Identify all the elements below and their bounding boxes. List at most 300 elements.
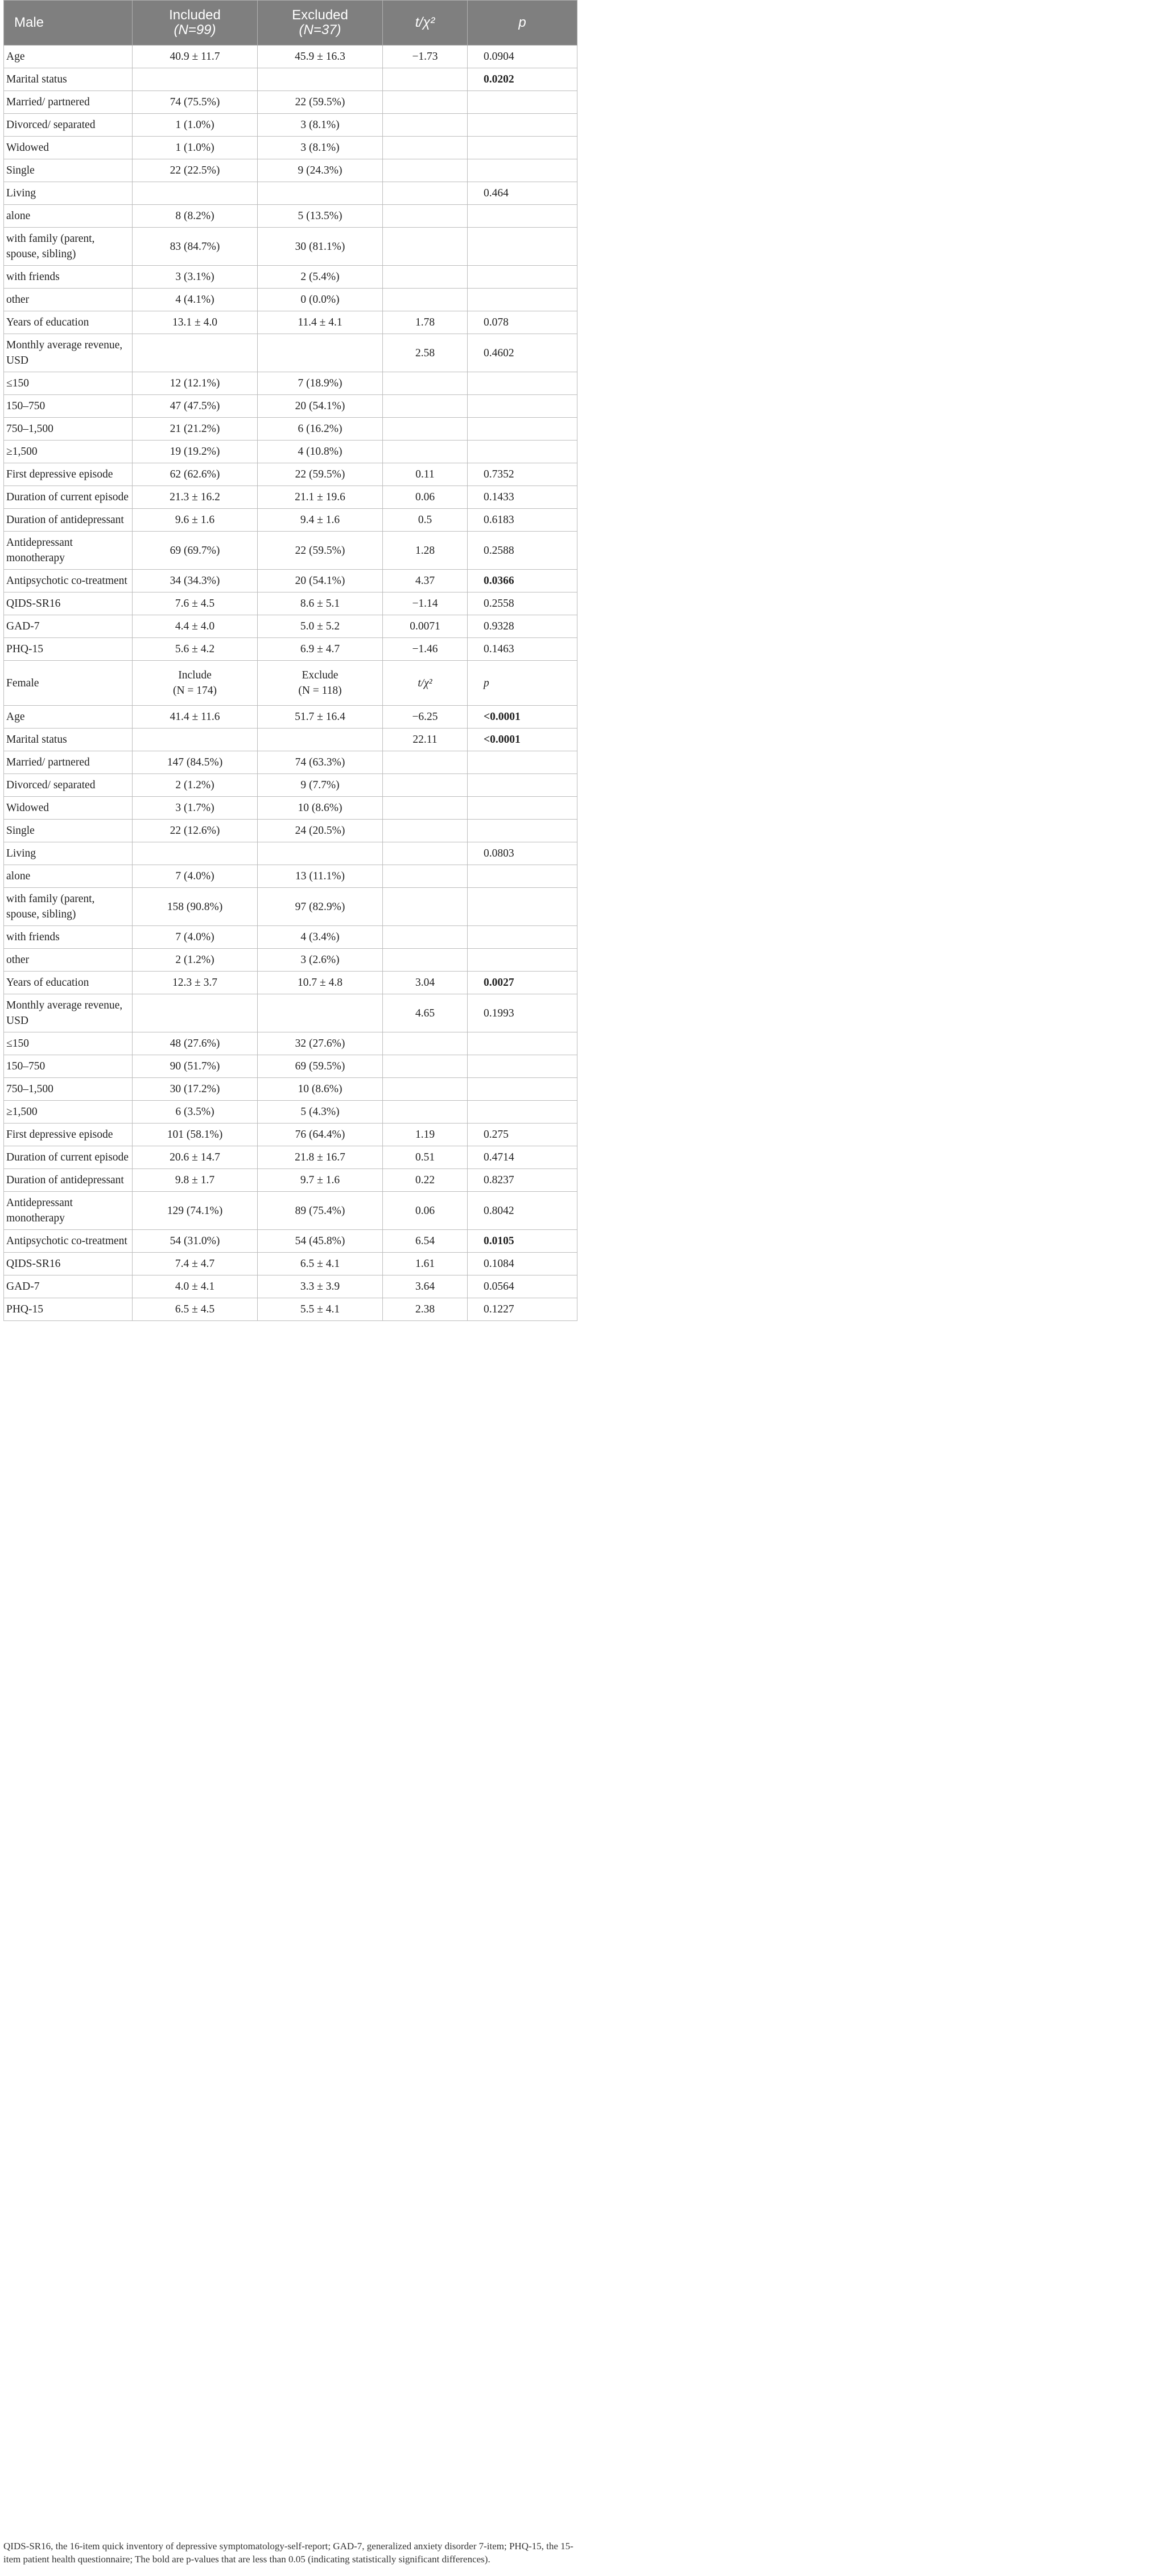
included-value: 7.4 ± 4.7 [133,1253,258,1275]
p-value [468,137,577,159]
excluded-value: 6.5 ± 4.1 [258,1253,383,1275]
statistic-value: 3.64 [383,1275,468,1298]
statistic-value [383,91,468,114]
p-value [468,949,577,972]
p-value [468,926,577,949]
row-label: PHQ-15 [4,638,133,661]
row-label: First depressive episode [4,1124,133,1146]
excluded-value: 20 (54.1%) [258,570,383,592]
excluded-value: 3 (2.6%) [258,949,383,972]
p-value [468,751,577,774]
row-label: Marital status [4,68,133,91]
table-row [4,509,577,532]
included-value: 3 (3.1%) [133,266,258,289]
statistic-value [383,68,468,91]
included-value: 8 (8.2%) [133,205,258,228]
included-value [133,68,258,91]
p-value: 0.4602 [468,334,577,372]
header-included [133,1,258,46]
p-value [468,228,577,266]
p-value [468,774,577,797]
table-row [4,751,577,774]
excluded-value: 76 (64.4%) [258,1124,383,1146]
included-value: 20.6 ± 14.7 [133,1146,258,1169]
statistic-value: 0.22 [383,1169,468,1192]
p-value [468,91,577,114]
included-value: 147 (84.5%) [133,751,258,774]
statistic-value: −1.46 [383,638,468,661]
included-value [133,182,258,205]
header-excluded-n: (N=37) [299,22,341,38]
row-label: Monthly average revenue, USD [4,334,133,372]
included-value: 2 (1.2%) [133,774,258,797]
excluded-value: 3.3 ± 3.9 [258,1275,383,1298]
p-value: 0.0027 [468,972,577,994]
statistic-value [383,842,468,865]
excluded-value: 21.1 ± 19.6 [258,486,383,509]
statistic-value [383,797,468,820]
female-section [4,706,577,1321]
table-row [4,334,577,372]
male-section [4,46,577,661]
statistic-value [383,137,468,159]
included-value: 4.4 ± 4.0 [133,615,258,638]
excluded-value: 9.4 ± 1.6 [258,509,383,532]
included-value: 19 (19.2%) [133,441,258,463]
included-value: 13.1 ± 4.0 [133,311,258,334]
p-value: 0.1463 [468,638,577,661]
row-label: GAD-7 [4,1275,133,1298]
statistic-value [383,865,468,888]
row-label: 750–1,500 [4,1078,133,1101]
row-label: Age [4,46,133,68]
demographics-table [3,0,577,1321]
excluded-value: 13 (11.1%) [258,865,383,888]
included-value: 47 (47.5%) [133,395,258,418]
table-row [4,1169,577,1192]
row-label: Duration of antidepressant [4,509,133,532]
header-p-value: p [468,1,577,46]
statistic-value [383,418,468,441]
row-label: Living [4,182,133,205]
table-row [4,1298,577,1321]
included-value: 22 (12.6%) [133,820,258,842]
statistic-value: 1.19 [383,1124,468,1146]
statistic-value [383,182,468,205]
statistic-value [383,820,468,842]
excluded-value: 5 (13.5%) [258,205,383,228]
row-label: Living [4,842,133,865]
included-value [133,334,258,372]
included-value: 69 (69.7%) [133,532,258,570]
table-row [4,182,577,205]
table-row [4,1230,577,1253]
table-row [4,1146,577,1169]
excluded-value: 21.8 ± 16.7 [258,1146,383,1169]
table-row [4,91,577,114]
statistic-value [383,926,468,949]
table-row [4,1032,577,1055]
row-label: Duration of current episode [4,1146,133,1169]
row-label: Duration of current episode [4,486,133,509]
row-label: Widowed [4,797,133,820]
row-label: Divorced/ separated [4,774,133,797]
row-label: ≥1,500 [4,441,133,463]
table-row [4,592,577,615]
included-value: 12 (12.1%) [133,372,258,395]
included-value: 4.0 ± 4.1 [133,1275,258,1298]
included-value: 6.5 ± 4.5 [133,1298,258,1321]
p-value [468,266,577,289]
statistic-value [383,751,468,774]
table-row [4,1275,577,1298]
p-value [468,1078,577,1101]
included-value: 30 (17.2%) [133,1078,258,1101]
statistic-value: 0.0071 [383,615,468,638]
excluded-value: 30 (81.1%) [258,228,383,266]
table-row [4,205,577,228]
p-value [468,820,577,842]
p-value: 0.078 [468,311,577,334]
p-value: 0.0564 [468,1275,577,1298]
excluded-value: 9 (7.7%) [258,774,383,797]
included-value: 1 (1.0%) [133,114,258,137]
included-value: 7 (4.0%) [133,926,258,949]
excluded-value: 89 (75.4%) [258,1192,383,1230]
statistic-value [383,1055,468,1078]
row-label: 150–750 [4,1055,133,1078]
p-value [468,205,577,228]
table-row [4,137,577,159]
row-label: with friends [4,926,133,949]
included-value: 4 (4.1%) [133,289,258,311]
included-value: 62 (62.6%) [133,463,258,486]
statistic-value: 6.54 [383,1230,468,1253]
statistic-value [383,949,468,972]
row-label: QIDS-SR16 [4,1253,133,1275]
p-value: 0.1433 [468,486,577,509]
table-footnote: QIDS-SR16, the 16-item quick inventory of depressive symptomatology-self-report; GAD-7, generalized anxiety disorder 7-item; PHQ-15, the 15-item patient health questionnaire; The bold are p-values that are less than 0.05 (indicating statistically significant differences). [3,2541,573,2565]
included-value [133,842,258,865]
table-row [4,888,577,926]
excluded-value: 54 (45.8%) [258,1230,383,1253]
included-value: 74 (75.5%) [133,91,258,114]
row-label: Divorced/ separated [4,114,133,137]
row-label: ≤150 [4,372,133,395]
table-row [4,441,577,463]
excluded-value [258,68,383,91]
excluded-value: 3 (8.1%) [258,114,383,137]
row-label: ≤150 [4,1032,133,1055]
included-value: 3 (1.7%) [133,797,258,820]
excluded-value: 74 (63.3%) [258,751,383,774]
row-label: Monthly average revenue, USD [4,994,133,1032]
p-value: 0.275 [468,1124,577,1146]
row-label: 150–750 [4,395,133,418]
excluded-value: 2 (5.4%) [258,266,383,289]
table-header-row [4,1,577,46]
header-excluded [258,1,383,46]
row-label: GAD-7 [4,615,133,638]
statistic-value [383,228,468,266]
p-value [468,888,577,926]
excluded-value: 9.7 ± 1.6 [258,1169,383,1192]
female-label: Female [4,661,133,706]
included-value: 101 (58.1%) [133,1124,258,1146]
excluded-value [258,182,383,205]
statistic-value [383,289,468,311]
excluded-value: 4 (3.4%) [258,926,383,949]
header-male: Male [4,1,133,46]
p-value [468,865,577,888]
p-value: 0.7352 [468,463,577,486]
statistic-value [383,395,468,418]
table-row [4,486,577,509]
p-value: 0.0105 [468,1230,577,1253]
p-value: 0.464 [468,182,577,205]
p-value [468,797,577,820]
excluded-value: 45.9 ± 16.3 [258,46,383,68]
excluded-value: 97 (82.9%) [258,888,383,926]
female-exclude-label: Exclude [302,669,339,681]
excluded-value: 3 (8.1%) [258,137,383,159]
excluded-value: 7 (18.9%) [258,372,383,395]
included-value: 41.4 ± 11.6 [133,706,258,729]
included-value: 90 (51.7%) [133,1055,258,1078]
table-row [4,266,577,289]
p-value [468,114,577,137]
table-row [4,729,577,751]
excluded-value: 24 (20.5%) [258,820,383,842]
p-value: 0.1227 [468,1298,577,1321]
row-label: Married/ partnered [4,751,133,774]
statistic-value [383,372,468,395]
table-row [4,395,577,418]
excluded-value: 22 (59.5%) [258,532,383,570]
p-value: 0.0202 [468,68,577,91]
row-label: alone [4,205,133,228]
row-label: QIDS-SR16 [4,592,133,615]
table-row [4,372,577,395]
table-row [4,1078,577,1101]
p-value: 0.2588 [468,532,577,570]
table-row [4,820,577,842]
excluded-value: 51.7 ± 16.4 [258,706,383,729]
included-value: 9.6 ± 1.6 [133,509,258,532]
excluded-value: 69 (59.5%) [258,1055,383,1078]
statistic-value: 2.58 [383,334,468,372]
excluded-value [258,842,383,865]
excluded-value: 20 (54.1%) [258,395,383,418]
female-include-header [133,661,258,706]
statistic-value: 4.37 [383,570,468,592]
p-value [468,1101,577,1124]
table-row [4,638,577,661]
table-row [4,615,577,638]
statistic-value [383,888,468,926]
statistic-value [383,114,468,137]
excluded-value: 11.4 ± 4.1 [258,311,383,334]
table-row [4,289,577,311]
row-label: Antipsychotic co-treatment [4,1230,133,1253]
table-row [4,706,577,729]
p-value [468,159,577,182]
statistic-value [383,774,468,797]
row-label: other [4,949,133,972]
excluded-value [258,994,383,1032]
statistic-value: 0.51 [383,1146,468,1169]
p-value: 0.9328 [468,615,577,638]
female-header-row [4,661,577,706]
included-value: 40.9 ± 11.7 [133,46,258,68]
female-header-section [4,661,577,706]
statistic-value: 0.06 [383,1192,468,1230]
header-included-label: Included [169,7,221,23]
p-value [468,372,577,395]
row-label: Widowed [4,137,133,159]
p-value [468,441,577,463]
included-value: 129 (74.1%) [133,1192,258,1230]
table-row [4,774,577,797]
statistic-value: 22.11 [383,729,468,751]
header-statistic: t/χ² [383,1,468,46]
female-statistic-header: t/χ² [383,661,468,706]
excluded-value: 5.5 ± 4.1 [258,1298,383,1321]
included-value: 158 (90.8%) [133,888,258,926]
table-row [4,1055,577,1078]
p-value: 0.0366 [468,570,577,592]
female-include-n: (N = 174) [172,685,217,697]
included-value: 1 (1.0%) [133,137,258,159]
statistic-value [383,159,468,182]
included-value: 21.3 ± 16.2 [133,486,258,509]
included-value: 7.6 ± 4.5 [133,592,258,615]
excluded-value [258,729,383,751]
excluded-value: 22 (59.5%) [258,91,383,114]
statistic-value: 1.61 [383,1253,468,1275]
p-value [468,395,577,418]
row-label: Single [4,820,133,842]
statistic-value [383,1101,468,1124]
excluded-value: 6 (16.2%) [258,418,383,441]
statistic-value: 3.04 [383,972,468,994]
table-row [4,46,577,68]
statistic-value: 0.06 [383,486,468,509]
table-row [4,463,577,486]
table-row [4,1253,577,1275]
p-value [468,1032,577,1055]
p-value: <0.0001 [468,729,577,751]
p-value: 0.8237 [468,1169,577,1192]
included-value: 83 (84.7%) [133,228,258,266]
table-row [4,1192,577,1230]
statistic-value: 1.28 [383,532,468,570]
included-value: 21 (21.2%) [133,418,258,441]
row-label: Marital status [4,729,133,751]
table-container [3,0,577,1321]
p-value: 0.8042 [468,1192,577,1230]
statistic-value: 0.11 [383,463,468,486]
statistic-value: −6.25 [383,706,468,729]
included-value: 22 (22.5%) [133,159,258,182]
row-label: ≥1,500 [4,1101,133,1124]
row-label: Age [4,706,133,729]
header-excluded-label: Excluded [292,7,348,23]
p-value: 0.1993 [468,994,577,1032]
p-value [468,418,577,441]
table-row [4,926,577,949]
row-label: 750–1,500 [4,418,133,441]
included-value: 7 (4.0%) [133,865,258,888]
included-value: 9.8 ± 1.7 [133,1169,258,1192]
table-row [4,532,577,570]
row-label: Years of education [4,972,133,994]
excluded-value: 0 (0.0%) [258,289,383,311]
table-row [4,994,577,1032]
p-value: <0.0001 [468,706,577,729]
table-row [4,1101,577,1124]
row-label: with friends [4,266,133,289]
statistic-value [383,1078,468,1101]
excluded-value: 32 (27.6%) [258,1032,383,1055]
excluded-value: 8.6 ± 5.1 [258,592,383,615]
excluded-value: 6.9 ± 4.7 [258,638,383,661]
excluded-value: 5 (4.3%) [258,1101,383,1124]
excluded-value: 10 (8.6%) [258,1078,383,1101]
row-label: Duration of antidepressant [4,1169,133,1192]
included-value [133,729,258,751]
excluded-value: 5.0 ± 5.2 [258,615,383,638]
statistic-value [383,205,468,228]
excluded-value: 22 (59.5%) [258,463,383,486]
row-label: Antidepressant monotherapy [4,532,133,570]
included-value: 5.6 ± 4.2 [133,638,258,661]
table-row [4,949,577,972]
header-included-n: (N=99) [174,22,216,38]
statistic-value: 2.38 [383,1298,468,1321]
table-row [4,114,577,137]
table-row [4,228,577,266]
row-label: with family (parent, spouse, sibling) [4,228,133,266]
statistic-value: 0.5 [383,509,468,532]
p-value: 0.1084 [468,1253,577,1275]
included-value [133,994,258,1032]
included-value: 12.3 ± 3.7 [133,972,258,994]
included-value: 34 (34.3%) [133,570,258,592]
table-row [4,159,577,182]
statistic-value [383,441,468,463]
row-label: alone [4,865,133,888]
excluded-value: 9 (24.3%) [258,159,383,182]
row-label: Antidepressant monotherapy [4,1192,133,1230]
statistic-value [383,1032,468,1055]
table-row [4,797,577,820]
p-value [468,1055,577,1078]
excluded-value: 4 (10.8%) [258,441,383,463]
row-label: with family (parent, spouse, sibling) [4,888,133,926]
row-label: Antipsychotic co-treatment [4,570,133,592]
female-p-header: p [468,661,577,706]
p-value [468,289,577,311]
table-row [4,865,577,888]
table-row [4,311,577,334]
female-exclude-n: (N = 118) [298,685,342,697]
included-value: 2 (1.2%) [133,949,258,972]
excluded-value: 10.7 ± 4.8 [258,972,383,994]
statistic-value: 4.65 [383,994,468,1032]
row-label: Years of education [4,311,133,334]
p-value: 0.4714 [468,1146,577,1169]
